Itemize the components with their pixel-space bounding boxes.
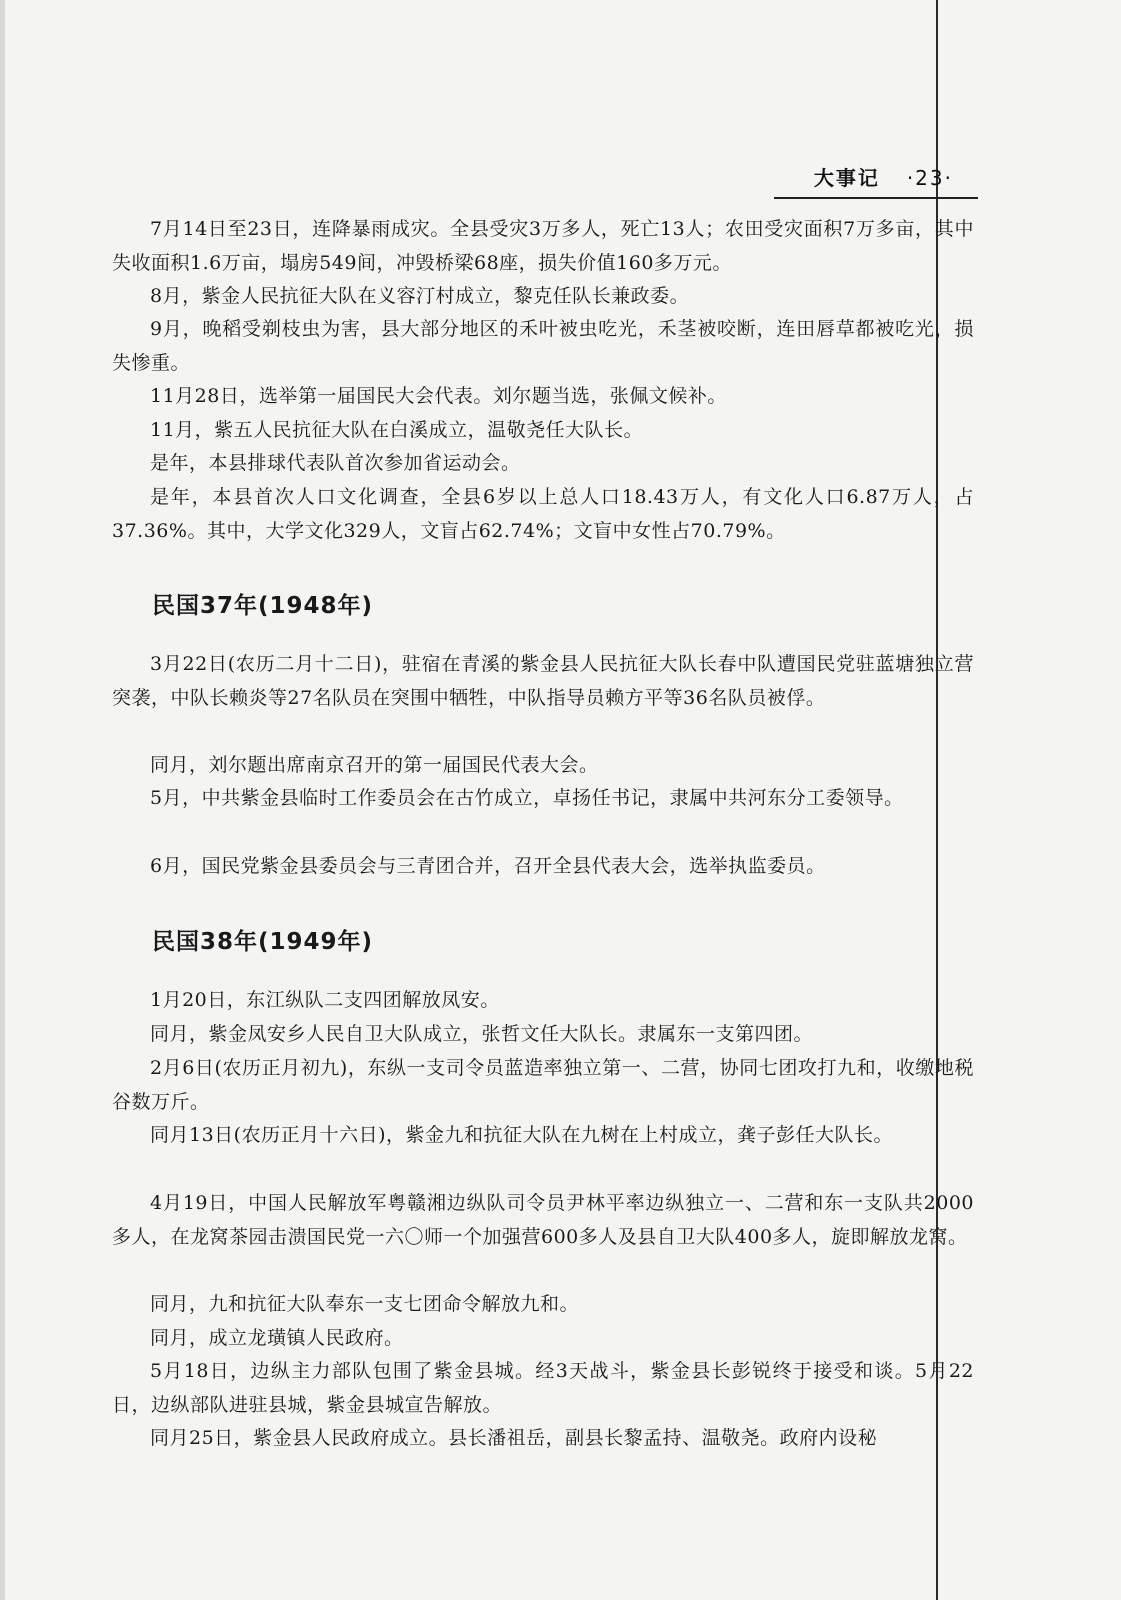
paragraph: 4月19日，中国人民解放军粤赣湘边纵队司令员尹林平率边纵独立一、二营和东一支队共2000多人，在龙窝茶园击溃国民党一六〇师一个加强营600多人及县自卫大队400多人，旋即解放龙窝。 bbox=[112, 1192, 974, 1248]
header-rule bbox=[774, 197, 978, 199]
paragraph: 同月13日(农历正月十六日)，紫金九和抗征大队在九树在上村成立，龚子彭任大队长。 bbox=[150, 1124, 894, 1146]
paragraph: 是年，本县首次人口文化调查，全县6岁以上总人口18.43万人，有文化人口6.87万人，占37.36%。其中，大学文化329人，文盲占62.74%；文盲中女性占70.79%。 bbox=[112, 486, 974, 542]
paragraph: 同月，九和抗征大队奉东一支七团命令解放九和。 bbox=[150, 1293, 580, 1315]
paragraph: 8月，紫金人民抗征大队在义容汀村成立，黎克任队长兼政委。 bbox=[150, 285, 690, 307]
paragraph: 7月14日至23日，连降暴雨成灾。全县受灾3万多人，死亡13人；农田受灾面积7万多亩，其中失收面积1.6万亩，塌房549间，冲毁桥梁68座，损失价值160多万元。 bbox=[112, 218, 974, 274]
section-heading-1949: 民国38年(1949年) bbox=[152, 929, 374, 955]
paragraph: 是年，本县排球代表队首次参加省运动会。 bbox=[150, 452, 521, 474]
paragraph: 1月20日，东江纵队二支四团解放凤安。 bbox=[150, 989, 500, 1011]
paragraph: 同月，紫金凤安乡人民自卫大队成立，张哲文任大队长。隶属东一支第四团。 bbox=[150, 1023, 814, 1045]
paragraph: 同月25日，紫金县人民政府成立。县长潘祖岳，副县长黎孟持、温敬尧。政府内设秘 bbox=[150, 1427, 878, 1449]
paragraph: 3月22日(农历二月十二日)，驻宿在青溪的紫金县人民抗征大队长春中队遭国民党驻蓝塘独立营突袭，中队长赖炎等27名队员在突围中牺牲，中队指导员赖方平等36名队员被俘。 bbox=[112, 653, 974, 709]
page-edge bbox=[0, 0, 5, 1600]
paragraph: 同月，刘尔题出席南京召开的第一届国民代表大会。 bbox=[150, 754, 599, 776]
paragraph: 11月，紫五人民抗征大队在白溪成立，温敬尧任大队长。 bbox=[150, 419, 644, 441]
paragraph: 5月，中共紫金县临时工作委员会在古竹成立，卓扬任书记，隶属中共河东分工委领导。 bbox=[150, 787, 904, 809]
paragraph: 11月28日，选举第一届国民大会代表。刘尔题当选，张佩文候补。 bbox=[150, 385, 727, 407]
paragraph: 9月，晚稻受剃枝虫为害，县大部分地区的禾叶被虫吃光，禾茎被咬断，连田唇草都被吃光，损失惨重。 bbox=[112, 318, 974, 374]
paragraph: 6月，国民党紫金县委员会与三青团合并，召开全县代表大会，选举执监委员。 bbox=[150, 855, 826, 877]
paragraph: 同月，成立龙璜镇人民政府。 bbox=[150, 1327, 404, 1349]
paragraph: 5月18日，边纵主力部队包围了紫金县城。经3天战斗，紫金县长彭锐终于接受和谈。5月22日，边纵部队进驻县城，紫金县城宣告解放。 bbox=[112, 1360, 974, 1416]
page-number: ·23· bbox=[906, 166, 953, 190]
running-header bbox=[814, 162, 953, 191]
paragraph: 2月6日(农历正月初九)，东纵一支司令员蓝造率独立第一、二营，协同七团攻打九和，收缴地税谷数万斤。 bbox=[112, 1057, 974, 1113]
section-heading-1948: 民国37年(1948年) bbox=[152, 593, 374, 619]
running-header-title: 大事记 bbox=[813, 166, 880, 190]
